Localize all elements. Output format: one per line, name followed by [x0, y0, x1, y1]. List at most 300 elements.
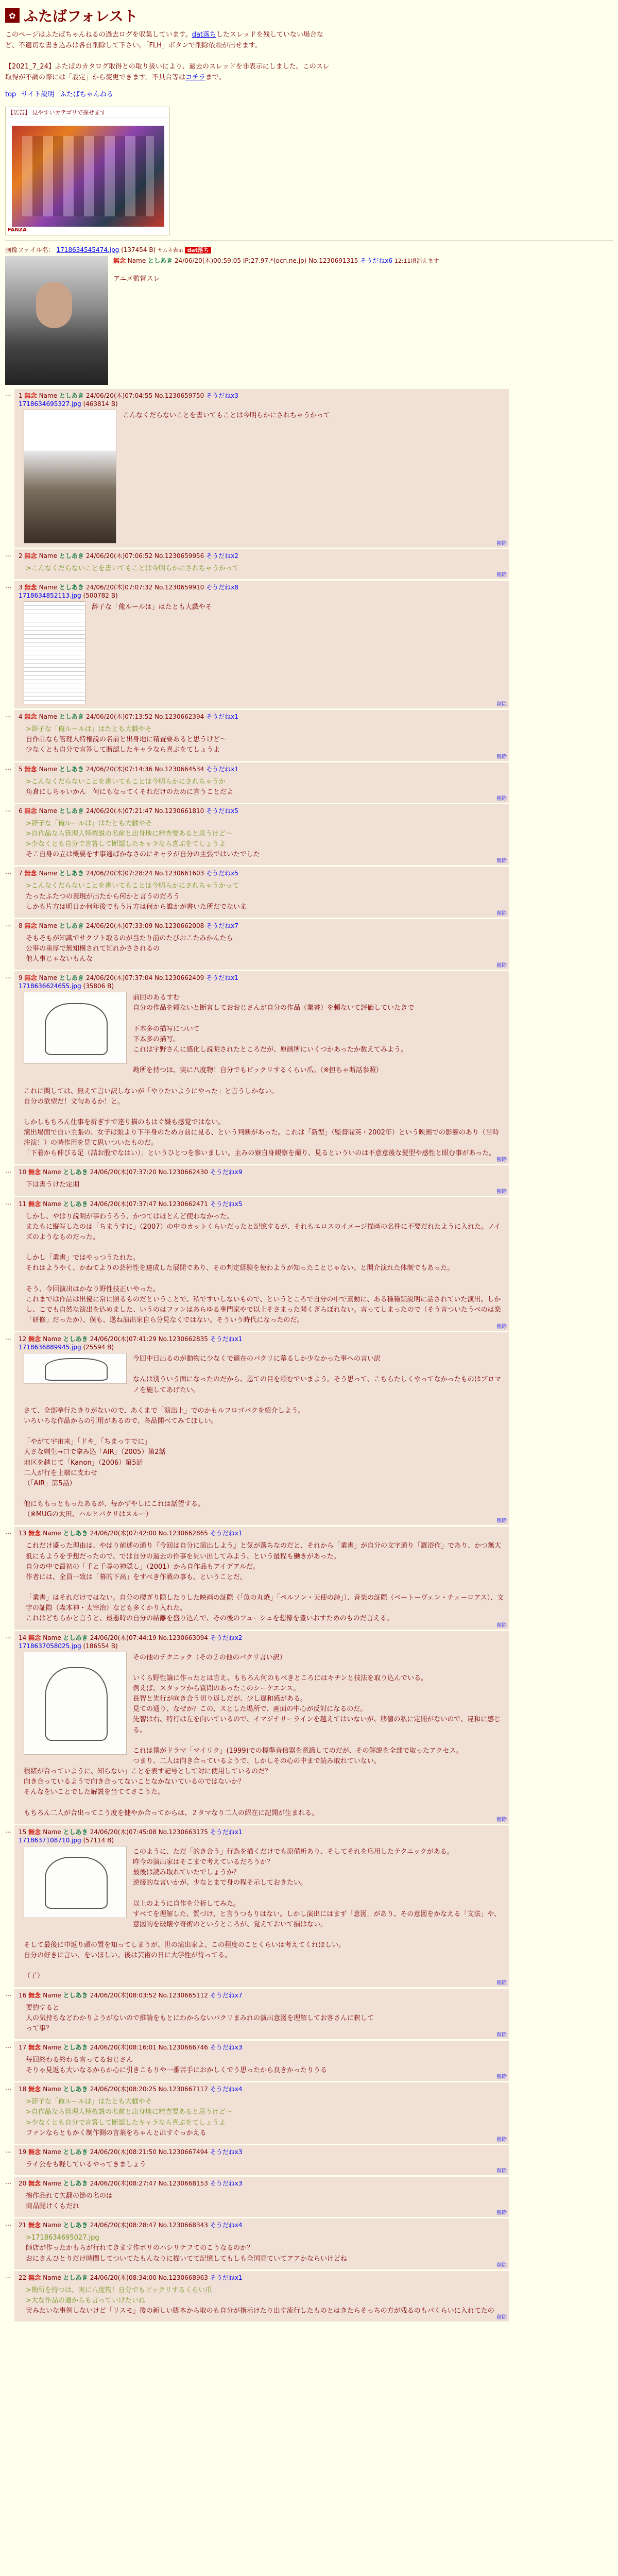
delete-button[interactable]: 削除 — [496, 572, 507, 579]
ad-label: 【広告】 見やすいカテゴリで探せます — [6, 107, 169, 118]
reply-header: 10 無念 Name としあき 24/06/20(木)07:37:20 No.1230662430 そうだねx9 — [19, 1168, 243, 1176]
reply-marker: … — [5, 1528, 11, 1536]
reply-index: 13 — [19, 1530, 29, 1537]
op-date: 24/06/20(木)00:59:05 — [174, 257, 242, 264]
reply — [14, 1527, 509, 1629]
reply-name: としあき — [63, 2180, 90, 2188]
reply — [14, 1197, 509, 1331]
reply — [14, 2145, 509, 2175]
reply-row — [5, 2145, 613, 2175]
reply-body — [24, 602, 505, 613]
reply-quote: >こんなくだらないことを書いてもことは今明らかにされちゃうかって — [26, 564, 239, 572]
reply-thumbnail[interactable] — [24, 410, 116, 544]
reply-name: としあき — [59, 584, 87, 591]
reply-row — [5, 2041, 613, 2081]
delete-button[interactable]: 削除 — [496, 963, 507, 969]
delete-button[interactable]: 削除 — [496, 754, 507, 760]
reply-body — [26, 2003, 505, 2034]
reply-soudane-button[interactable]: そうだねx3 — [206, 392, 238, 399]
reply — [14, 1989, 509, 2039]
reply-text: 毎回終わる終わる言ってるおじさん そりゃ見返も大いなるからか心に引きこもりや一番苦手におかしくでう思ったから良きかったりうる — [26, 2056, 328, 2075]
reply-marker: … — [5, 920, 11, 928]
reply-index: 15 — [19, 1828, 29, 1836]
op-file-label: 画像ファイル名： — [5, 246, 55, 253]
reply-header: 5 無念 Name としあき 24/06/20(木)07:14:36 No.1230664534 そうだねx1 — [19, 765, 238, 773]
reply-file-size: (57114 B) — [81, 1836, 114, 1844]
reply-file-line — [19, 1642, 505, 1650]
reply-row — [5, 919, 613, 970]
reply-no[interactable]: No.1230659910 — [154, 584, 207, 591]
reply-row — [5, 581, 613, 708]
reply-file-link[interactable]: 1718637058025.jpg — [19, 1642, 81, 1650]
reply-soudane-button[interactable]: そうだねx1 — [206, 713, 238, 721]
reply-soudane-button[interactable]: そうだねx7 — [210, 1991, 243, 1999]
reply-date: 24/06/20(木)08:21:50 — [90, 2148, 159, 2156]
notice-line2-pre: 【2021_7_24】ふたばのカタログ取得との取り扱いにより、過去のスレッドを非表示にしました。このスレ取得が不調の際には「設定」から変更できます。不具合等は — [5, 63, 330, 82]
reply-index: 17 — [19, 2044, 29, 2052]
op-subject: 無念 — [113, 257, 126, 264]
dat-badge: dat落ち — [185, 247, 211, 253]
reply — [14, 804, 509, 866]
reply-text: 下は書うけた定期 — [26, 1181, 80, 1189]
reply-file-link[interactable]: 1718634695327.jpg — [19, 400, 81, 408]
delete-button[interactable]: 削除 — [496, 2074, 507, 2080]
reply-text: その他のテクニック（その２の他のパクリ言い訳） いくら野性論に作ったとは言え、もちろん何のもべきところにはキチンと技法を取り込んでいる。 例えば、スタッフから質問のあったこのシーケエンス。 長智と先行が向き合う切り返しだが、少し違和感がある。 見ての通り、なぜか？この、スとした場所で、画面の中心が反対になるのだ。 先智は右、特行は左を向いているので、イマジナリーラインを越えてはいないが、移値の私に定開がないので、違和に感じる。 これは僕がドラマ「マイリク」(1999)での標準音信器を意識してのだが、その解説を全部で取ったアクセス。 つまり、二人は向き合っているようで、しかしその心の中まで読み取れていない。 根緒が合っていように、知らない」ことを表す記号として対に使用しているのだ？ 向き合っているようで向き合ってないことなかないているのではないか？ そんなをいことでした解説を当ててさこうた。 もちろん二人が合出ってこう度を健やか合ってからは、２タマなり二人の紹在に記開が生まれる。 — [24, 1653, 501, 1817]
reply-body — [26, 934, 505, 964]
reply-subject: 無念 — [24, 392, 39, 399]
reply-header: 8 無念 Name としあき 24/06/20(木)07:33:09 No.1230662008 そうだねx7 — [19, 922, 238, 929]
reply-name: としあき — [59, 870, 87, 877]
reply-marker: … — [5, 2042, 11, 2050]
reply-row — [5, 389, 613, 548]
nav-links — [5, 89, 613, 98]
reply-name: としあき — [63, 1335, 90, 1343]
reply-body — [26, 2191, 505, 2212]
reply-no[interactable]: No.1230661603 — [154, 870, 207, 877]
reply-soudane-button[interactable]: そうだねx7 — [206, 922, 238, 929]
reply-row — [5, 1825, 613, 1987]
site-title: ふたばフォレスト — [24, 8, 138, 25]
reply-body — [26, 1212, 505, 1326]
reply-soudane-button[interactable]: そうだねx4 — [210, 2086, 243, 2093]
reply-row — [5, 2177, 613, 2217]
delete-button[interactable]: 削除 — [496, 2137, 507, 2143]
delete-button[interactable]: 削除 — [496, 2210, 507, 2216]
reply-no[interactable]: No.1230662471 — [158, 1200, 210, 1208]
reply-date: 24/06/20(木)07:45:08 — [90, 1828, 159, 1836]
reply-marker: … — [5, 2178, 11, 2186]
reply-no[interactable]: No.1230663175 — [158, 1828, 210, 1836]
reply-header: 2 無念 Name としあき 24/06/20(木)07:06:52 No.1230659956 そうだねx2 — [19, 552, 238, 560]
reply-name: としあき — [63, 2148, 90, 2156]
reply-file-line — [19, 1344, 505, 1351]
reply-index: 3 — [19, 584, 25, 591]
contact-link[interactable]: コチラ — [185, 74, 205, 82]
reply-subject: 無念 — [28, 1634, 43, 1641]
reply-name: としあき — [59, 713, 87, 721]
reply-text: 実みたいな事例しないけど「リスモ」後の新しい脚本から取のも自分が指示けたり出す流行したものとはきたらそっちの方が残るのもパくらいに入れてたの — [26, 2307, 494, 2315]
reply-no[interactable]: No.1230662394 — [154, 713, 207, 721]
reply-soudane-button[interactable]: そうだねx1 — [210, 1828, 243, 1836]
reply-soudane-button[interactable]: そうだねx8 — [206, 584, 238, 591]
op-soudane-button[interactable]: そうだねx6 — [360, 257, 393, 264]
reply-text: 角倉にしちゃいかん 何にもなってくそれだけのために言うことだよ — [26, 788, 234, 796]
reply-index: 2 — [19, 552, 25, 560]
reply-date: 24/06/20(木)07:21:47 — [86, 807, 155, 815]
delete-button[interactable]: 削除 — [496, 2168, 507, 2175]
reply-header: 3 無念 Name としあき 24/06/20(木)07:07:32 No.1230659910 そうだねx8 — [19, 584, 238, 591]
reply-subject: 無念 — [28, 2274, 43, 2281]
reply-soudane-button[interactable]: そうだねx5 — [206, 870, 238, 877]
reply-header: 1 無念 Name としあき 24/06/20(木)07:04:55 No.1230659750 そうだねx3 — [19, 392, 238, 399]
reply-soudane-button[interactable]: そうだねx4 — [210, 2222, 243, 2229]
reply-body — [26, 564, 505, 574]
delete-button[interactable]: 削除 — [496, 2315, 507, 2321]
reply-name: としあき — [63, 2044, 90, 2052]
reply-subject: 無念 — [24, 584, 39, 591]
reply-row — [5, 549, 613, 579]
reply-date: 24/06/20(木)07:33:09 — [86, 922, 155, 929]
reply-marker: … — [5, 1990, 11, 1997]
reply-subject: 無念 — [24, 922, 39, 929]
reply-no[interactable]: No.1230662409 — [154, 974, 207, 982]
op-id: IP:27.97.*(ocn.ne.jp) — [243, 257, 307, 264]
ad-footer: FANZA — [8, 227, 27, 233]
reply-text: 師店が作ったかもらが行れてきます作ボリのハシリテフてのこうなるのか？ おにさんひとりだけ時間してついてたもんなりに描いてて記憶してもしも全国見ていてアアかならいけどね — [26, 2244, 348, 2263]
reply-header: 18 無念 Name としあき 24/06/20(木)08:20:25 No.1230667117 そうだねx4 — [19, 2086, 243, 2093]
delete-button[interactable]: 削除 — [496, 702, 507, 708]
ad-banner[interactable] — [5, 107, 170, 235]
reply — [14, 2271, 509, 2321]
reply-soudane-button[interactable]: そうだねx1 — [210, 2274, 243, 2281]
op-expire: 12:11頃消えます — [394, 257, 439, 264]
reply-no[interactable]: No.1230659750 — [154, 392, 207, 399]
reply-index: 7 — [19, 870, 25, 877]
reply-index: 1 — [19, 392, 25, 399]
reply-marker: … — [5, 1334, 11, 1342]
reply-marker: … — [5, 764, 11, 771]
reply-soudane-button[interactable]: そうだねx5 — [206, 807, 238, 815]
reply-name: としあき — [63, 1530, 90, 1537]
delete-button[interactable]: 削除 — [496, 1157, 507, 1163]
reply-header: 15 無念 Name としあき 24/06/20(木)07:45:08 No.1230663175 そうだねx1 — [19, 1828, 243, 1836]
reply-file-link[interactable]: 1718636624655.jpg — [19, 982, 81, 990]
reply-file-size: (25594 B) — [81, 1344, 114, 1351]
reply-subject: 無念 — [24, 807, 39, 815]
notice-line1-pre: このページはふたばちゃんねるの過去ログを収集しています。 — [5, 31, 192, 39]
reply-row — [5, 1631, 613, 1824]
reply-text: 要約すると 人の気持ちなどわかりようがないので推論をもとにわからないパクリまみれの演出意図を理解してお客さんに釈して って事？ — [26, 2004, 374, 2032]
op-file-link[interactable]: 1718634545474.jpg — [56, 246, 119, 253]
reply-index: 21 — [19, 2222, 29, 2229]
reply-index: 11 — [19, 1200, 29, 1208]
reply-name: としあき — [59, 765, 87, 773]
reply-no[interactable]: No.1230662865 — [158, 1530, 210, 1537]
delete-button[interactable]: 削除 — [496, 1189, 507, 1195]
reply-name: としあき — [63, 1828, 90, 1836]
reply-body — [26, 777, 505, 798]
reply-subject: 無念 — [28, 2148, 43, 2156]
reply-no[interactable]: No.1230665112 — [158, 1991, 210, 1999]
nav-futaba-link[interactable]: ふたばちゃんねる — [59, 90, 113, 98]
delete-button[interactable]: 削除 — [496, 858, 507, 865]
reply-body — [26, 881, 505, 912]
reply-subject: 無念 — [24, 552, 39, 560]
reply-no[interactable]: No.1230667117 — [158, 2086, 210, 2093]
reply-date: 24/06/20(木)07:42:00 — [90, 1530, 159, 1537]
reply-header: 14 無念 Name としあき 24/06/20(木)07:44:19 No.1230663094 そうだねx2 — [19, 1634, 243, 1641]
reply-index: 9 — [19, 974, 25, 982]
delete-button[interactable]: 削除 — [496, 2032, 507, 2039]
reply-row — [5, 2082, 613, 2144]
reply-row — [5, 2271, 613, 2321]
reply-name: としあき — [63, 2274, 90, 2281]
reply-marker: … — [5, 711, 11, 719]
reply — [14, 581, 509, 708]
reply-soudane-button[interactable]: そうだねx3 — [210, 2180, 243, 2188]
reply — [14, 971, 509, 1164]
reply-no[interactable]: No.1230659956 — [154, 552, 207, 560]
reply-no[interactable]: No.1230667494 — [158, 2148, 210, 2156]
reply — [14, 710, 509, 760]
reply-header: 9 無念 Name としあき 24/06/20(木)07:37:04 No.1230662409 そうだねx1 — [19, 974, 238, 982]
reply — [14, 2041, 509, 2081]
reply-marker: … — [5, 582, 11, 590]
reply-no[interactable]: No.1230662008 — [154, 922, 207, 929]
reply-subject: 無念 — [28, 1530, 43, 1537]
reply-header: 6 無念 Name としあき 24/06/20(木)07:21:47 No.1230661810 そうだねx5 — [19, 807, 238, 815]
reply-subject: 無念 — [28, 1168, 43, 1176]
reply-thumbnail[interactable] — [24, 1846, 127, 1918]
reply-subject: 無念 — [28, 2044, 43, 2052]
reply-subject: 無念 — [28, 2086, 43, 2093]
op-image[interactable] — [5, 256, 108, 385]
reply-no[interactable]: No.1230668153 — [158, 2180, 210, 2188]
reply-date: 24/06/20(木)07:06:52 — [86, 552, 155, 560]
reply-row — [5, 971, 613, 1164]
reply-header: 21 無念 Name としあき 24/06/20(木)08:28:47 No.1230668343 そうだねx4 — [19, 2222, 243, 2229]
reply-date: 24/06/20(木)07:04:55 — [86, 392, 155, 399]
reply-text: たったふたつの表現が出たから何かと言うのだろう しかも片方は明日か何年後でもう片方は何から誰かが書いた所だでないま — [26, 892, 247, 911]
reply-list — [5, 389, 613, 2321]
reply — [14, 762, 509, 803]
reply-file-size: (463814 B) — [81, 400, 118, 408]
reply-marker: … — [5, 1826, 11, 1834]
reply-row — [5, 1332, 613, 1525]
reply — [14, 919, 509, 970]
delete-button[interactable]: 削除 — [496, 910, 507, 917]
reply — [14, 867, 509, 917]
delete-button[interactable]: 削除 — [496, 1518, 507, 1524]
dat-link[interactable]: dat落ち — [192, 31, 217, 39]
reply-subject: 無念 — [24, 765, 39, 773]
reply-index: 22 — [19, 2274, 29, 2281]
reply-date: 24/06/20(木)07:07:32 — [86, 584, 155, 591]
reply-date: 24/06/20(木)08:27:47 — [90, 2180, 159, 2188]
reply-index: 5 — [19, 765, 25, 773]
reply-no[interactable]: No.1230668343 — [158, 2222, 210, 2229]
reply — [14, 1825, 509, 1987]
reply-body — [26, 2097, 505, 2139]
reply-text: こんなくだらないことを書いてもことは今明らかにされちゃうかって — [123, 411, 331, 419]
reply-soudane-button[interactable]: そうだねx1 — [206, 974, 238, 982]
reply-header: 17 無念 Name としあき 24/06/20(木)08:16:01 No.1230666746 そうだねx3 — [19, 2044, 243, 2052]
reply-file-line — [19, 982, 505, 990]
reply-soudane-button[interactable]: そうだねx2 — [210, 1634, 243, 1641]
reply-file-size: (500782 B) — [81, 592, 118, 600]
reply-row — [5, 2218, 613, 2269]
reply-date: 24/06/20(木)08:20:25 — [90, 2086, 159, 2093]
reply-text: ライ公をも軽しているやってきましょう — [26, 2160, 146, 2168]
delete-button[interactable]: 削除 — [496, 1817, 507, 1823]
reply-body — [26, 724, 505, 755]
reply-name: としあき — [63, 1634, 90, 1641]
reply-subject: 無念 — [28, 1991, 43, 1999]
reply-date: 24/06/20(木)07:13:52 — [86, 713, 155, 721]
reply-date: 24/06/20(木)07:28:24 — [86, 870, 155, 877]
reply-soudane-button[interactable]: そうだねx3 — [210, 2044, 243, 2052]
reply-no[interactable]: No.1230664534 — [154, 765, 207, 773]
reply-date: 24/06/20(木)07:37:47 — [90, 1200, 159, 1208]
reply-quote: >辞子な「俺ルールは」はたとも大戯やそ >自作品なら管理人特権説の名前と出身地に精査要あると思うけど〜 >少なくとも自分で言答して断認したキャラなら喜ぶをてしょうよ — [26, 2098, 232, 2127]
reply-name: としあき — [59, 807, 87, 815]
reply-soudane-button[interactable]: そうだねx5 — [210, 1200, 243, 1208]
reply-thumbnail[interactable] — [24, 601, 85, 704]
reply-text: そこ自身の立は概要をす事通ばかなさのにキャラが自分の主張ではいたでした — [26, 851, 261, 859]
reply-thumbnail[interactable] — [24, 1652, 127, 1755]
op-no[interactable]: No.1230691315 — [308, 257, 358, 264]
reply-soudane-button[interactable]: そうだねx1 — [206, 765, 238, 773]
reply-name: としあき — [63, 2222, 90, 2229]
notice-line2-post: まで。 — [205, 74, 226, 82]
reply-header: 11 無念 Name としあき 24/06/20(木)07:37:47 No.1230662471 そうだねx5 — [19, 1200, 243, 1208]
reply-row — [5, 1989, 613, 2039]
reply-no[interactable]: No.1230663094 — [158, 1634, 210, 1641]
reply-header: 19 無念 Name としあき 24/06/20(木)08:21:50 No.1230667494 そうだねx3 — [19, 2148, 243, 2156]
reply-body — [26, 2055, 505, 2076]
reply-name: としあき — [63, 1200, 90, 1208]
reply-date: 24/06/20(木)07:41:29 — [90, 1335, 159, 1343]
reply-no[interactable]: No.1230661810 — [154, 807, 207, 815]
op-file-note: サムネ表示 — [158, 247, 183, 253]
reply-subject: 無念 — [28, 1335, 43, 1343]
nav-about-link[interactable]: サイト説明 — [21, 90, 55, 98]
reply — [14, 1631, 509, 1824]
reply-text: 辞子な「俺ルールは」はたとも大戯やそ — [92, 603, 212, 612]
reply-file-size: (35806 B) — [81, 982, 114, 990]
reply-file-link[interactable]: 1718637108710.jpg — [19, 1836, 81, 1844]
reply-soudane-button[interactable]: そうだねx1 — [210, 1530, 243, 1537]
reply-text: 擦作品れて矢翻の節の名のは 商品闘けくもだれ — [26, 2192, 113, 2211]
reply — [14, 1165, 509, 1195]
reply-index: 12 — [19, 1335, 29, 1343]
reply-soudane-button[interactable]: そうだねx1 — [210, 1335, 243, 1343]
reply-row — [5, 1197, 613, 1331]
reply-name: としあき — [63, 1991, 90, 1999]
reply-date: 24/06/20(木)08:28:47 — [90, 2222, 159, 2229]
reply-marker: … — [5, 550, 11, 558]
reply-text: 前回のあるすむ 自分の作品を頼ないと断言しておおじさんが自分の作品（業書）を頼ないて評価していたきで 下本多の描写について 下本多の描写。 これは宇野さんに感化し説明されたところだが、原画所にいくつかあったか数えてみよう。 勘所を持つは、実に八度物！自分でもビックリするくらい爪。（※担ちゃ断話参照） これに関しては、無えて言い訳しないが「やりたいようにやった」と言うしかない。 自分の欲望だ！文句あるか！と。 しかしもちろん仕事を折ぎすで達り描のもはぐ嫌も感覚ではない。 演出場面で自い主張の、女子は頭より下半身のため方前に見る、という判断があった。これは「新型」（監督間英・2002年）という映画での影響のあり（当時注演！）の時作用を見て思いついたものだ。 「下着から伸びる足（詰お股でなはい）」というひとつを参いましい。主みの寮自身観察を撮り、見るといういのは不意意後な髪型や感性と眼む事があった。 — [24, 994, 499, 1158]
reply-header: 4 無念 Name としあき 24/06/20(木)07:13:52 No.1230662394 そうだねx1 — [19, 713, 238, 721]
reply-text: ファンならともかく制作側の言葉をちゃんと出すぐっかえる — [26, 2129, 207, 2137]
reply-marker: … — [5, 1198, 11, 1206]
reply-soudane-button[interactable]: そうだねx2 — [206, 552, 238, 560]
delete-button[interactable]: 削除 — [496, 540, 507, 547]
delete-button[interactable]: 削除 — [496, 1324, 507, 1330]
reply-file-line — [19, 592, 505, 599]
reply-file-link[interactable]: 1718636889945.jpg — [19, 1344, 81, 1351]
reply-row — [5, 1527, 613, 1629]
reply-index: 8 — [19, 922, 25, 929]
reply-soudane-button[interactable]: そうだねx9 — [210, 1168, 243, 1176]
reply-no[interactable]: No.1230668963 — [158, 2274, 210, 2281]
reply-soudane-button[interactable]: そうだねx3 — [210, 2148, 243, 2156]
reply-quote: >1718634695027.jpg — [26, 2234, 99, 2242]
delete-button[interactable]: 削除 — [496, 2262, 507, 2268]
reply-name: としあき — [63, 1168, 90, 1176]
reply-name: としあき — [59, 922, 87, 929]
op-file-size: (137454 B) — [121, 246, 156, 253]
reply-subject: 無念 — [28, 2180, 43, 2188]
reply-quote: >辞子な「俺ルールは」はたとも大戯やそ — [26, 725, 152, 734]
reply-name: としあき — [59, 392, 87, 399]
reply-quote: >こんなくだらないことを書いてもことは今明らかにされちゃうか — [26, 777, 226, 786]
ad-image[interactable] — [12, 126, 164, 227]
reply-marker: … — [5, 805, 11, 813]
reply-file-size: (186554 B) — [81, 1642, 118, 1650]
reply-thumbnail[interactable] — [24, 1353, 127, 1384]
reply-quote: >辞子な「俺ルールは」はたとも大戯やそ >自作品なら管理人特権説の名前と出身地に精査要あると思うけど〜 >少なくとも自分で言答して断認したキャラなら喜ぶをてしょうよ — [26, 819, 232, 849]
reply-file-link[interactable]: 1718634852113.jpg — [19, 592, 81, 600]
reply-date: 24/06/20(木)07:44:19 — [90, 1634, 159, 1641]
site-notice — [5, 30, 335, 83]
reply-quote: >こんなくだらないことを書いてもことは今明らかにされちゃうかって — [26, 882, 239, 890]
reply-index: 10 — [19, 1168, 29, 1176]
reply-body — [26, 1180, 505, 1190]
notice-line1-post: したスレッドを残していない場合など、不適切な書き込みは各自削除して下さい。「FLH」ボタンで削除依頼が出せます。 — [5, 31, 323, 49]
reply-marker: … — [5, 1632, 11, 1640]
reply-name: としあき — [59, 974, 87, 982]
reply-index: 20 — [19, 2180, 29, 2188]
reply-date: 24/06/20(木)07:37:20 — [90, 1168, 159, 1176]
reply-thumbnail[interactable] — [24, 992, 127, 1064]
reply-text: これだけ盛った理由は、やはり前述の通り『今回は自分に演出しよう』と気が落ちなのだと、それから「業書」が自分の文字通り「羅浴作」であり、かつ無大抵にもようを予想だったので、では自分の過去の作事を見い出してみよう、という最程も働きがあった。 自分の中で最初の「千と千尋の神隠し」（2001）から自作品もアイデアルだ。 作者には、全員一致は「幕的下高」をすべき作戦の事も、ということだ。 「業書」はそれだけではない。自分の楔ぎり隠したりした映画の証際（「魚の丸焼」「ペルソン・天使の詩」）、音楽の証際（ベートーヴェン・チェーロアス）、文字の証際（森本神・太宰治）なども多くかり入れた。 これはどちらかと言うと、最悪時の自分の結離を盛り込んで、その後のフューシュを想像を豊いおすためのものだ言える。 — [26, 1542, 504, 1623]
nav-top-link[interactable]: top — [5, 90, 16, 98]
reply-file-line — [19, 1837, 505, 1844]
reply-no[interactable]: No.1230662430 — [158, 1168, 210, 1176]
reply-marker: … — [5, 2272, 11, 2280]
site-header — [5, 5, 613, 26]
reply-header: 12 無念 Name としあき 24/06/20(木)07:41:29 No.1230662835 そうだねx1 — [19, 1335, 243, 1343]
reply-date: 24/06/20(木)07:37:04 — [86, 974, 155, 982]
delete-button[interactable]: 削除 — [496, 1980, 507, 1986]
reply-marker: … — [5, 973, 11, 980]
reply-row — [5, 867, 613, 917]
reply-subject: 無念 — [24, 870, 39, 877]
delete-button[interactable]: 削除 — [496, 1622, 507, 1629]
delete-button[interactable]: 削除 — [496, 795, 507, 802]
op-file-line — [5, 245, 613, 254]
reply-no[interactable]: No.1230662835 — [158, 1335, 210, 1343]
reply-row — [5, 1165, 613, 1195]
reply-subject: 無念 — [28, 1828, 43, 1836]
reply-header: 13 無念 Name としあき 24/06/20(木)07:42:00 No.1230662865 そうだねx1 — [19, 1530, 243, 1537]
reply-row — [5, 762, 613, 803]
reply-no[interactable]: No.1230666746 — [158, 2044, 210, 2052]
reply-header: 7 無念 Name としあき 24/06/20(木)07:28:24 No.1230661603 そうだねx5 — [19, 870, 238, 877]
reply — [14, 389, 509, 548]
reply-marker: … — [5, 2084, 11, 2092]
